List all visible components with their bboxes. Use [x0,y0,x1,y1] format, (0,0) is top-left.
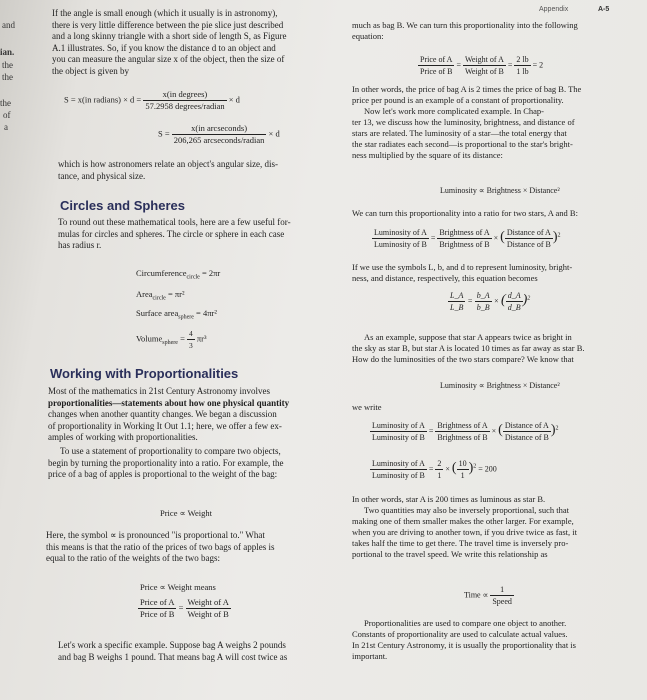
frac [503,420,551,443]
frac-num: d_A [507,291,521,300]
page-number: A-5 [598,6,610,13]
formula-volume [136,328,207,351]
frac-num: Price of A [140,597,175,607]
formula-rhs: = πr² [167,289,185,299]
ratio-left [138,597,176,620]
frac-den: Brightness of B [439,240,490,249]
formula-circumference [136,268,220,284]
eq-num: x(in degrees) [143,89,226,101]
eq-left: S = [158,128,170,139]
eq-left: S = x(in radians) × d = [64,94,142,105]
equation-luminosity-result: $\frac{\text{Luminosity of A}}{\text{Luminosity of B}}$ = $\frac{2}{1}$ × ( $\frac{10}{1}$ )$^2$ = 200 [372,459,497,480]
formula-sub: sphere [178,314,194,321]
price-weight-ratio: $\frac{\text{Price of A}}{\text{Price of B}}$ = $\frac{\text{Weight of A}}{\text{Weight of B}}$ [140,597,229,619]
text-line: price of a bag of apples is proportional to the weight of the bag: [48,469,278,480]
star-example-paragraph [352,332,644,365]
right-top-paragraph [352,20,642,42]
text-line: this means is that the ratio of the prices of two bags of apples is [46,541,275,552]
frac [475,290,492,313]
frac [435,420,489,443]
frac-den: Luminosity of B [372,433,425,442]
text-line: Most of the mathematics in 21st Century Astronomy involves [48,386,270,396]
text-line: there is very little difference between the pie slice just described [52,19,284,30]
symbols-paragraph [352,262,644,284]
frac [514,54,530,77]
luminosity-proportionality-2: Luminosity ∝ Brightness × Distance² [440,381,560,390]
text-line: If we use the symbols L, b, and d to represent luminosity, bright- [352,262,573,272]
frac-num: b_A [476,291,490,300]
text-line: Two quantities may also be inversely proportional, such that [364,505,570,515]
frac-num: Weight of A [187,597,229,607]
text-line: In other words, star A is 200 times as luminous as star B. [352,494,546,504]
frac-num: Distance of A [506,228,551,237]
frac [437,227,491,250]
frac [463,54,506,77]
text-line: begin by turning the proportionality into a ratio. For example, the [48,457,284,468]
equation-radians [64,89,240,112]
margin-word: the [2,72,13,82]
frac-den: Speed [492,597,512,606]
margin-word: of [3,110,11,120]
formula-rhs-tail: πr³ [196,333,207,344]
frac [372,227,429,250]
text-line: of proportionality in Working It Out 1.1; here, we offer a few ex- [48,420,282,431]
text-line: A.1 illustrates. So, if you know the distance d to an object and [52,42,276,53]
frac-den: Distance of B [504,433,549,442]
formula-rhs: = 4πr² [196,308,217,318]
formula-area [136,289,185,305]
right-paragraph-1 [352,84,644,161]
text-line: ness, and distance, respectively, this equation becomes [352,273,538,283]
text-line: Let's work a specific example. Suppose bag A weighs 2 pounds [58,640,286,650]
formula-rhs: = 2πr [201,268,221,278]
after-equation-text [58,159,348,182]
circles-heading: Circles and Spheres [60,198,185,213]
formula-surface-area [136,308,217,324]
right-paragraph-3 [352,618,644,662]
frac [457,458,469,481]
eq-fraction [172,123,267,146]
equation-time-speed [464,584,514,607]
frac-den: 1 [437,471,442,480]
text-line: you can measure the angular size x of the object, then the size of [52,54,285,65]
text-line: To round out these mathematical tools, here are a few useful for- [58,217,291,227]
equation-luminosity-ratio-2: $\frac{\text{Luminosity of A}}{\text{Luminosity of B}}$ = $\frac{\text{Brightness of A}}{\text{Brightness of B}}$ × ( $\frac{\text{Distance of A}}{\text{Distance of B}}$ )$^2$ [372,421,559,442]
text-line: has radius r. [58,240,102,251]
formula-sub: sphere [162,340,178,347]
frac-num: Brightness of A [439,228,490,237]
symbol-paragraph [46,530,344,565]
text-line: proportionalities—statements about how one physical quantity [48,397,290,408]
circles-paragraph [58,217,346,252]
frac-num: Luminosity of A [372,459,425,468]
text-line: the object is given by [52,65,129,76]
text-line: price per pound is an example of a constant of proportionality. [352,95,564,105]
equation-luminosity-ratio: $\frac{\text{Luminosity of A}}{\text{Luminosity of B}}$ = $\frac{\text{Brightness of A}}{\text{Brightness of B}}$ × ( $\frac{\text{Distance of A}}{\text{Distance of B}}$ )$^2$ [374,228,561,249]
formula-sub: circle [152,295,166,302]
text-line: which is how astronomers relate an object's angular size, dis- [58,159,279,169]
proportionalities-paragraph-1 [48,386,344,444]
formula-label: Volume [136,333,163,344]
eq-fraction [143,89,226,112]
text-line: making one of them smaller makes the other larger. For example, [352,516,574,526]
frac-den: Price of B [140,609,175,619]
equation-symbols: $\frac{L\_A}{L\_B}$ = $\frac{b\_A}{b\_B}$ × ( $\frac{d\_A}{d\_B}$ )$^2$ [450,291,531,312]
turn-line: We can turn this proportionality into a ratio for two stars, A and B: [352,208,578,218]
text-line: In 21st Century Astronomy, it is usually the proportionality that is [352,640,576,650]
eq-result: = 200 [478,464,497,474]
means-line: Price ∝ Weight means [140,582,216,592]
price-weight-statement: Price ∝ Weight [160,508,212,518]
formula-label: Surface area [136,308,179,318]
text-line: changes when another quantity changes. We began a discussion [48,409,277,420]
text-line: when you are driving to another town, if you drive twice as fast, it [352,527,577,537]
equation-arcseconds [158,123,280,146]
eq-den: 206,265 arcseconds/radian [173,135,265,145]
eq-tail: × d [268,128,280,139]
proportionalities-heading: Working with Proportionalities [50,366,239,381]
text-line: equal to the ratio of the weights of the two bags: [46,553,220,564]
text-line: and a long skinny triangle with a short side of length S, as Figure [52,31,287,42]
frac-den: Brightness of B [437,433,488,442]
frac-den: d_B [507,303,521,312]
frac [370,420,427,443]
luminosity-proportionality: Luminosity ∝ Brightness × Distance² [440,186,560,195]
intro-paragraph [52,8,344,78]
margin-word: the [2,60,13,70]
frac-num: 10 [458,459,467,468]
text-line: amples of working with proportionalities. [48,432,198,443]
frac-num: Luminosity of A [374,228,427,237]
frac [490,584,514,607]
text-line: important. [352,651,388,661]
frac-den: Luminosity of B [374,240,427,249]
text-line: Here, the symbol ∝ is pronounced "is proportional to." What [46,530,265,540]
frac-num: 2 lb [516,55,529,64]
frac-num: Price of A [420,55,453,64]
frac-num: Distance of A [504,421,549,430]
text-line: As an example, suppose that star A appears twice as bright in [364,332,572,342]
frac-den: 3 [189,341,193,350]
text-line: ness multiplied by the square of its distance: [352,150,503,160]
frac [435,458,443,481]
frac-den: Luminosity of B [372,471,425,480]
ratio-right [186,597,231,620]
frac-den: Weight of B [464,67,504,76]
formula-rhs: = [180,333,185,344]
frac [505,227,553,250]
frac-num: L_A [450,291,464,300]
text-line: Proportionalities are used to compare one object to another. [364,618,567,628]
frac-den: Weight of B [187,609,229,619]
frac-num: Brightness of A [437,421,488,430]
text-line: portional to the travel speed. We write this relationship as [352,549,548,559]
eq-num: x(in arcseconds) [172,123,267,135]
text-line: the star radiates each second—is proportional to the star's bright- [352,139,573,149]
text-line: tance, and physical size. [58,170,146,181]
text-line: and bag B weighs 1 pound. That means bag A will cost twice as [58,651,288,662]
text-line: ter 13, we discuss how the luminosity, brightness, and distance of [352,117,575,127]
text-line: equation: [352,31,384,41]
frac-den: Price of B [420,67,453,76]
formula-fraction [187,328,195,351]
text-line: To use a statement of proportionality to compare two objects, [60,446,281,456]
frac-num: 4 [189,329,193,338]
frac [506,290,523,313]
eq-left: Time ∝ [464,590,489,600]
frac-den: 1 lb [516,67,529,76]
formula-sub: circle [186,274,200,281]
margin-word: the [0,98,11,108]
margin-word: ian. [0,47,15,57]
text-line: Now let's work more complicated example. In Chap- [364,106,544,116]
frac-den: L_B [450,303,464,312]
margin-word: a [4,122,8,132]
equation-price-ratio: $\frac{\text{Price of A}}{\text{Price of B}}$ = $\frac{\text{Weight of A}}{\text{Weight of B}}$ = $\frac{2 lb}{1 lb}$ = 2 [420,55,544,76]
text-line: How do the luminosities of the two stars compare? We know that [352,354,574,364]
frac [370,458,427,481]
text-line: takes half the time to get there. The travel time is inversely pro- [352,538,569,548]
formula-label: Circumference [136,268,187,278]
frac-den: Distance of B [506,240,551,249]
frac-den: b_B [476,303,490,312]
eq-result: = 2 [532,60,544,70]
frac-num: 2 [437,459,442,468]
we-write: we write [352,402,382,412]
frac [418,54,454,77]
frac-num: 1 [490,584,514,596]
text-line: If the angle is small enough (which it usually is in astronomy), [52,8,278,18]
eq-tail: × d [228,94,240,105]
text-line: Constants of proportionality are used to calculate actual values. [352,629,568,639]
text-line: much as bag B. We can turn this proportionality into the following [352,20,578,30]
text-line: stars are related. The luminosity of a star—the total energy that [352,128,567,138]
frac-num: Luminosity of A [372,421,425,430]
frac-num: Weight of A [464,55,504,64]
frac-den: 1 [460,471,465,480]
text-line: In other words, the price of bag A is 2 times the price of bag B. The [352,84,582,94]
frac [448,290,465,313]
section-label: Appendix [539,6,569,13]
formula-label: Area [136,289,153,299]
right-paragraph-2 [352,494,644,560]
text-line: mulas for circles and spheres. The circle or sphere in each case [58,228,285,239]
proportionalities-paragraph-2 [48,446,344,481]
margin-word: and [2,20,15,30]
example-paragraph [58,640,348,663]
text-line: the sky as star B, but star A is located 10 times as far away as star B. [352,343,585,353]
eq-den: 57.2958 degrees/radian [145,101,225,111]
